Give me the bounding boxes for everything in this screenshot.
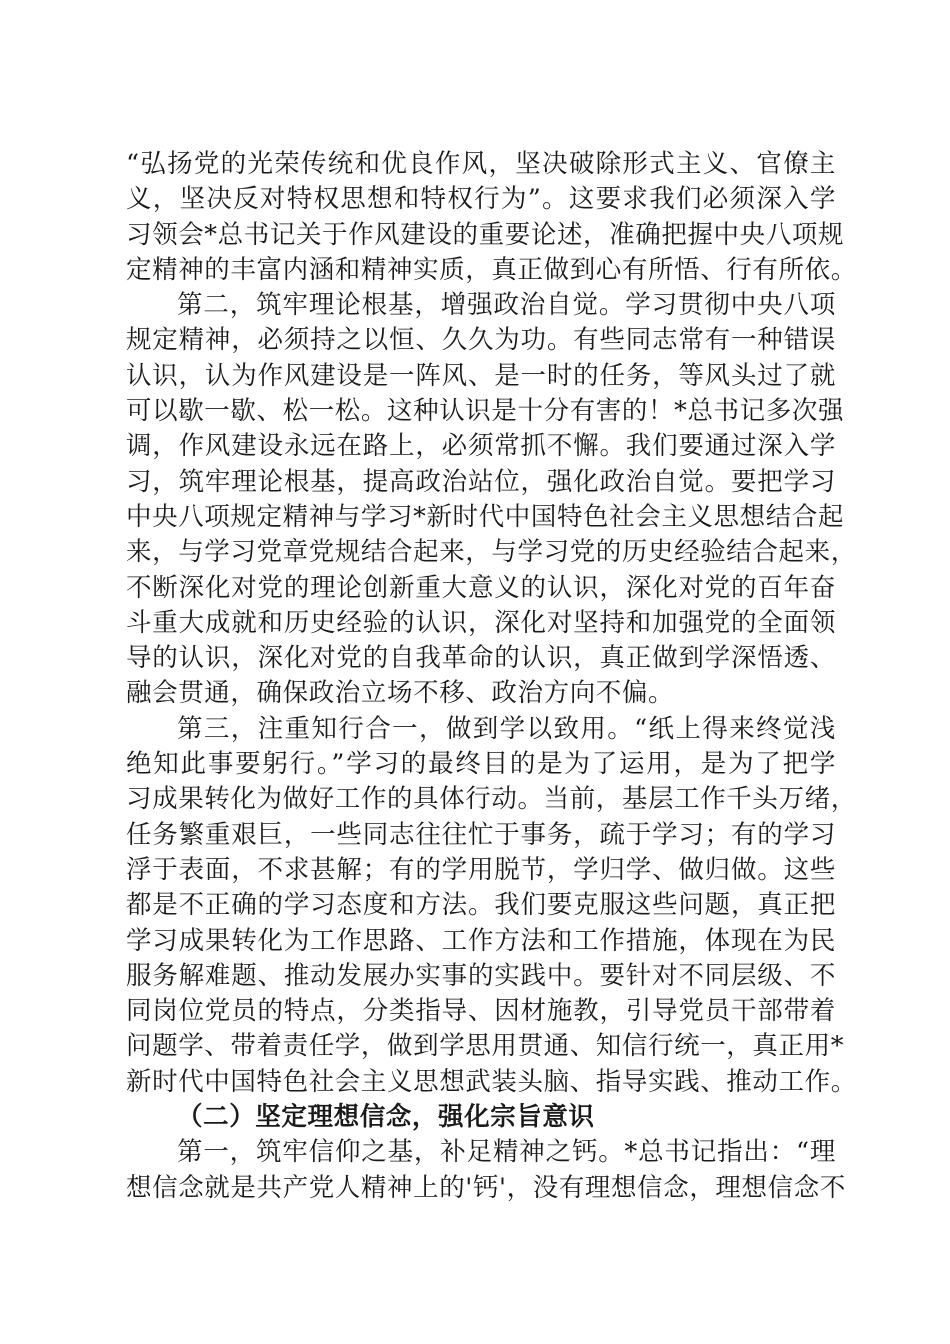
text-line: 定精神的丰富内涵和精神实质，真正做到心有所悟、行有所依。 bbox=[126, 254, 857, 285]
text-line: 新时代中国特色社会主义思想武装头脑、指导实践、推动工作。 bbox=[126, 1066, 857, 1097]
text-line: 任务繁重艰巨，一些同志往往忙于事务，疏于学习；有的学习 bbox=[126, 819, 836, 850]
text-line: 学习成果转化为工作思路、工作方法和工作措施，体现在为民 bbox=[126, 925, 836, 956]
text-line: 习，筑牢理论根基，提高政治站位，强化政治自觉。要把学习 bbox=[126, 466, 836, 497]
text-line: 调，作风建设永远在路上，必须常抓不懈。我们要通过深入学 bbox=[126, 431, 836, 462]
paragraph-start-line: 第三，注重知行合一，做到学以致用。“纸上得来终觉浅 bbox=[177, 713, 836, 744]
text-line: 都是不正确的学习态度和方法。我们要克服这些问题，真正把 bbox=[126, 890, 836, 921]
text-line: 同岗位党员的特点，分类指导、因材施教，引导党员干部带着 bbox=[126, 996, 836, 1027]
text-line: 斗重大成就和历史经验的认识，深化对坚持和加强党的全面领 bbox=[126, 607, 836, 638]
section-heading: （二）坚定理想信念，强化宗旨意识 bbox=[177, 1102, 595, 1133]
text-line: 义，坚决反对特权思想和特权行为”。这要求我们必须深入学 bbox=[126, 184, 836, 215]
text-line: 问题学、带着责任学，做到学思用贯通、知信行统一，真正用* bbox=[126, 1031, 845, 1062]
text-line: 服务解难题、推动发展办实事的实践中。要针对不同层级、不 bbox=[126, 960, 836, 991]
paragraph-start-line: 第一，筑牢信仰之基，补足精神之钙。*总书记指出：“理 bbox=[177, 1137, 836, 1168]
text-line: 习领会*总书记关于作风建设的重要论述，准确把握中央八项规 bbox=[126, 219, 845, 250]
text-line: 浮于表面，不求甚解；有的学用脱节，学归学、做归做。这些 bbox=[126, 854, 836, 885]
text-line: “弘扬党的光荣传统和优良作风，坚决破除形式主义、官僚主 bbox=[126, 149, 836, 179]
text-line: 中央八项规定精神与学习*新时代中国特色社会主义思想结合起 bbox=[126, 501, 845, 532]
document-body bbox=[126, 147, 857, 1206]
text-line: 规定精神，必须持之以恒、久久为功。有些同志常有一种错误 bbox=[126, 325, 836, 356]
text-line: 绝知此事要躬行。”学习的最终目的是为了运用，是为了把学 bbox=[126, 749, 836, 780]
text-line: 认识，认为作风建设是一阵风、是一时的任务，等风头过了就 bbox=[126, 360, 836, 391]
paragraph-start-line: 第二，筑牢理论根基，增强政治自觉。学习贯彻中央八项 bbox=[177, 290, 836, 321]
text-line: 来，与学习党章党规结合起来，与学习党的历史经验结合起来， bbox=[126, 537, 857, 568]
text-line: 融会贯通，确保政治立场不移、政治方向不偏。 bbox=[126, 678, 675, 709]
text-line: 可以歇一歇、松一松。这种认识是十分有害的！*总书记多次强 bbox=[126, 396, 845, 427]
text-line: 习成果转化为做好工作的具体行动。当前，基层工作千头万绪， bbox=[126, 784, 857, 815]
text-line: 导的认识，深化对党的自我革命的认识，真正做到学深悟透、 bbox=[126, 643, 836, 674]
text-line: 不断深化对党的理论创新重大意义的认识，深化对党的百年奋 bbox=[126, 572, 836, 603]
text-line: 想信念就是共产党人精神上的'钙'，没有理想信念，理想信念不 bbox=[126, 1172, 846, 1203]
